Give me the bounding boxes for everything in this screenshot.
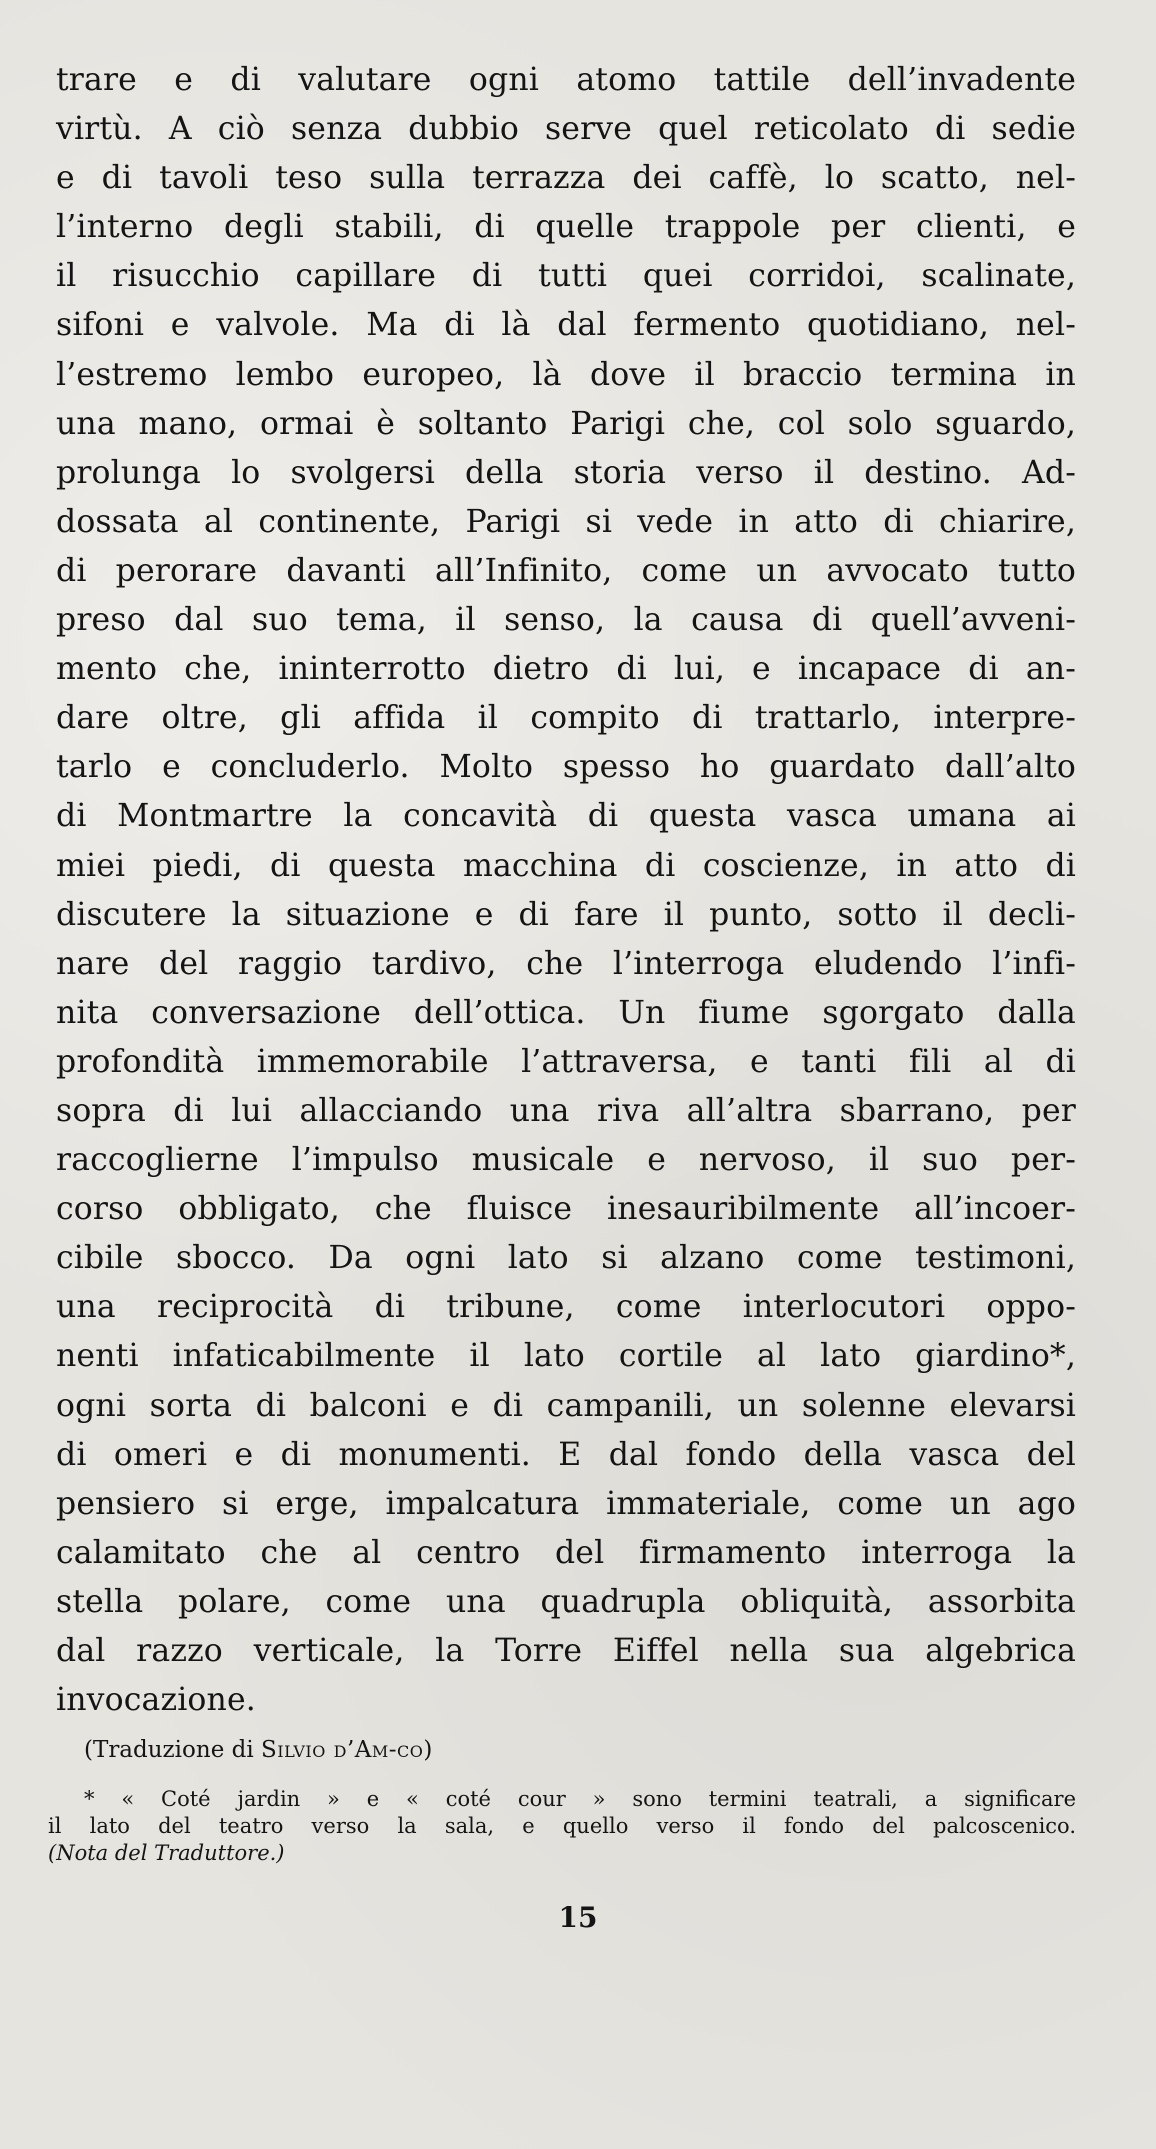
text-line: prolunga lo svolgersi della storia verso il destino. Ad-	[56, 454, 1076, 491]
text-line: virtù. A ciò senza dubbio serve quel reticolato di sedie	[56, 111, 1076, 148]
text-line: dal razzo verticale, la Torre Eiffel nella sua algebrica	[56, 1633, 1076, 1669]
text-line: e di tavoli teso sulla terrazza dei caffè, lo scatto, nel-	[56, 160, 1076, 197]
text-line: mento che, ininterrotto dietro di lui, e incapace di an-	[56, 651, 1076, 688]
footnote-attribution: (Nota del Traduttore.)	[48, 1841, 285, 1865]
text-line: una mano, ormai è soltanto Parigi che, col solo sguardo,	[56, 405, 1076, 442]
text-line: una reciprocità di tribune, come interlocutori oppo-	[56, 1289, 1076, 1326]
main-text	[56, 56, 1076, 1725]
text-line: sopra di lui allacciando una riva all’altra sbarrano, per	[56, 1092, 1076, 1129]
translator-credit	[84, 1734, 432, 1766]
page-number: 15	[558, 1901, 598, 1934]
translator-name: Silvio d’Am‑co	[261, 1737, 424, 1763]
footnote	[48, 1786, 1076, 1867]
translator-prefix: (Traduzione di	[84, 1737, 262, 1763]
text-line: l’interno degli stabili, di quelle trappole per clienti, e	[56, 209, 1076, 246]
text-line: tarlo e concluderlo. Molto spesso ho guardato dall’alto	[56, 749, 1076, 786]
text-line: cibile sbocco. Da ogni lato si alzano come testimoni,	[56, 1240, 1076, 1277]
footnote-line: il lato del teatro verso la sala, e quello verso il fondo del palcoscenico.	[48, 1814, 1076, 1838]
text-line: preso dal suo tema, il senso, la causa di quell’avveni-	[56, 602, 1076, 639]
text-line-last: invocazione.	[56, 1682, 256, 1719]
text-line: pensiero si erge, impalcatura immateriale, come un ago	[56, 1485, 1076, 1522]
footnote-line: * « Coté jardin » e « coté cour » sono termini teatrali, a significare	[84, 1787, 1076, 1811]
translator-suffix: )	[423, 1737, 433, 1763]
text-line: di omeri e di monumenti. E dal fondo della vasca del	[56, 1436, 1076, 1473]
text-line: l’estremo lembo europeo, là dove il braccio termina in	[56, 356, 1076, 393]
text-line: profondità immemorabile l’attraversa, e tanti fili al di	[56, 1043, 1076, 1080]
text-line: trare e di valutare ogni atomo tattile dell’invadente	[56, 62, 1076, 98]
text-line: dare oltre, gli affida il compito di trattarlo, interpre-	[56, 700, 1076, 737]
text-line: calamitato che al centro del firmamento interroga la	[56, 1534, 1076, 1571]
text-line: sifoni e valvole. Ma di là dal fermento quotidiano, nel-	[56, 307, 1076, 344]
text-line: di perorare davanti all’Infinito, come un avvocato tutto	[56, 552, 1076, 589]
text-line: stella polare, come una quadrupla obliquità, assorbita	[56, 1583, 1076, 1620]
text-line: corso obbligato, che fluisce inesauribilmente all’incoer-	[56, 1191, 1076, 1228]
text-line: nare del raggio tardivo, che l’interroga eludendo l’infi-	[56, 945, 1076, 982]
text-line: nenti infaticabilmente il lato cortile al lato giardino*,	[56, 1338, 1076, 1375]
text-line: ogni sorta di balconi e di campanili, un solenne elevarsi	[56, 1387, 1076, 1424]
text-line: il risucchio capillare di tutti quei corridoi, scalinate,	[56, 258, 1076, 295]
text-line: nita conversazione dell’ottica. Un fiume sgorgato dalla	[56, 994, 1076, 1031]
text-line: discutere la situazione e di fare il punto, sotto il decli-	[56, 896, 1076, 933]
text-line: miei piedi, di questa macchina di coscienze, in atto di	[56, 847, 1076, 884]
text-line: di Montmartre la concavità di questa vasca umana ai	[56, 798, 1076, 835]
text-line: raccoglierne l’impulso musicale e nervoso, il suo per-	[56, 1142, 1076, 1179]
text-line: dossata al continente, Parigi si vede in atto di chiarire,	[56, 503, 1076, 540]
